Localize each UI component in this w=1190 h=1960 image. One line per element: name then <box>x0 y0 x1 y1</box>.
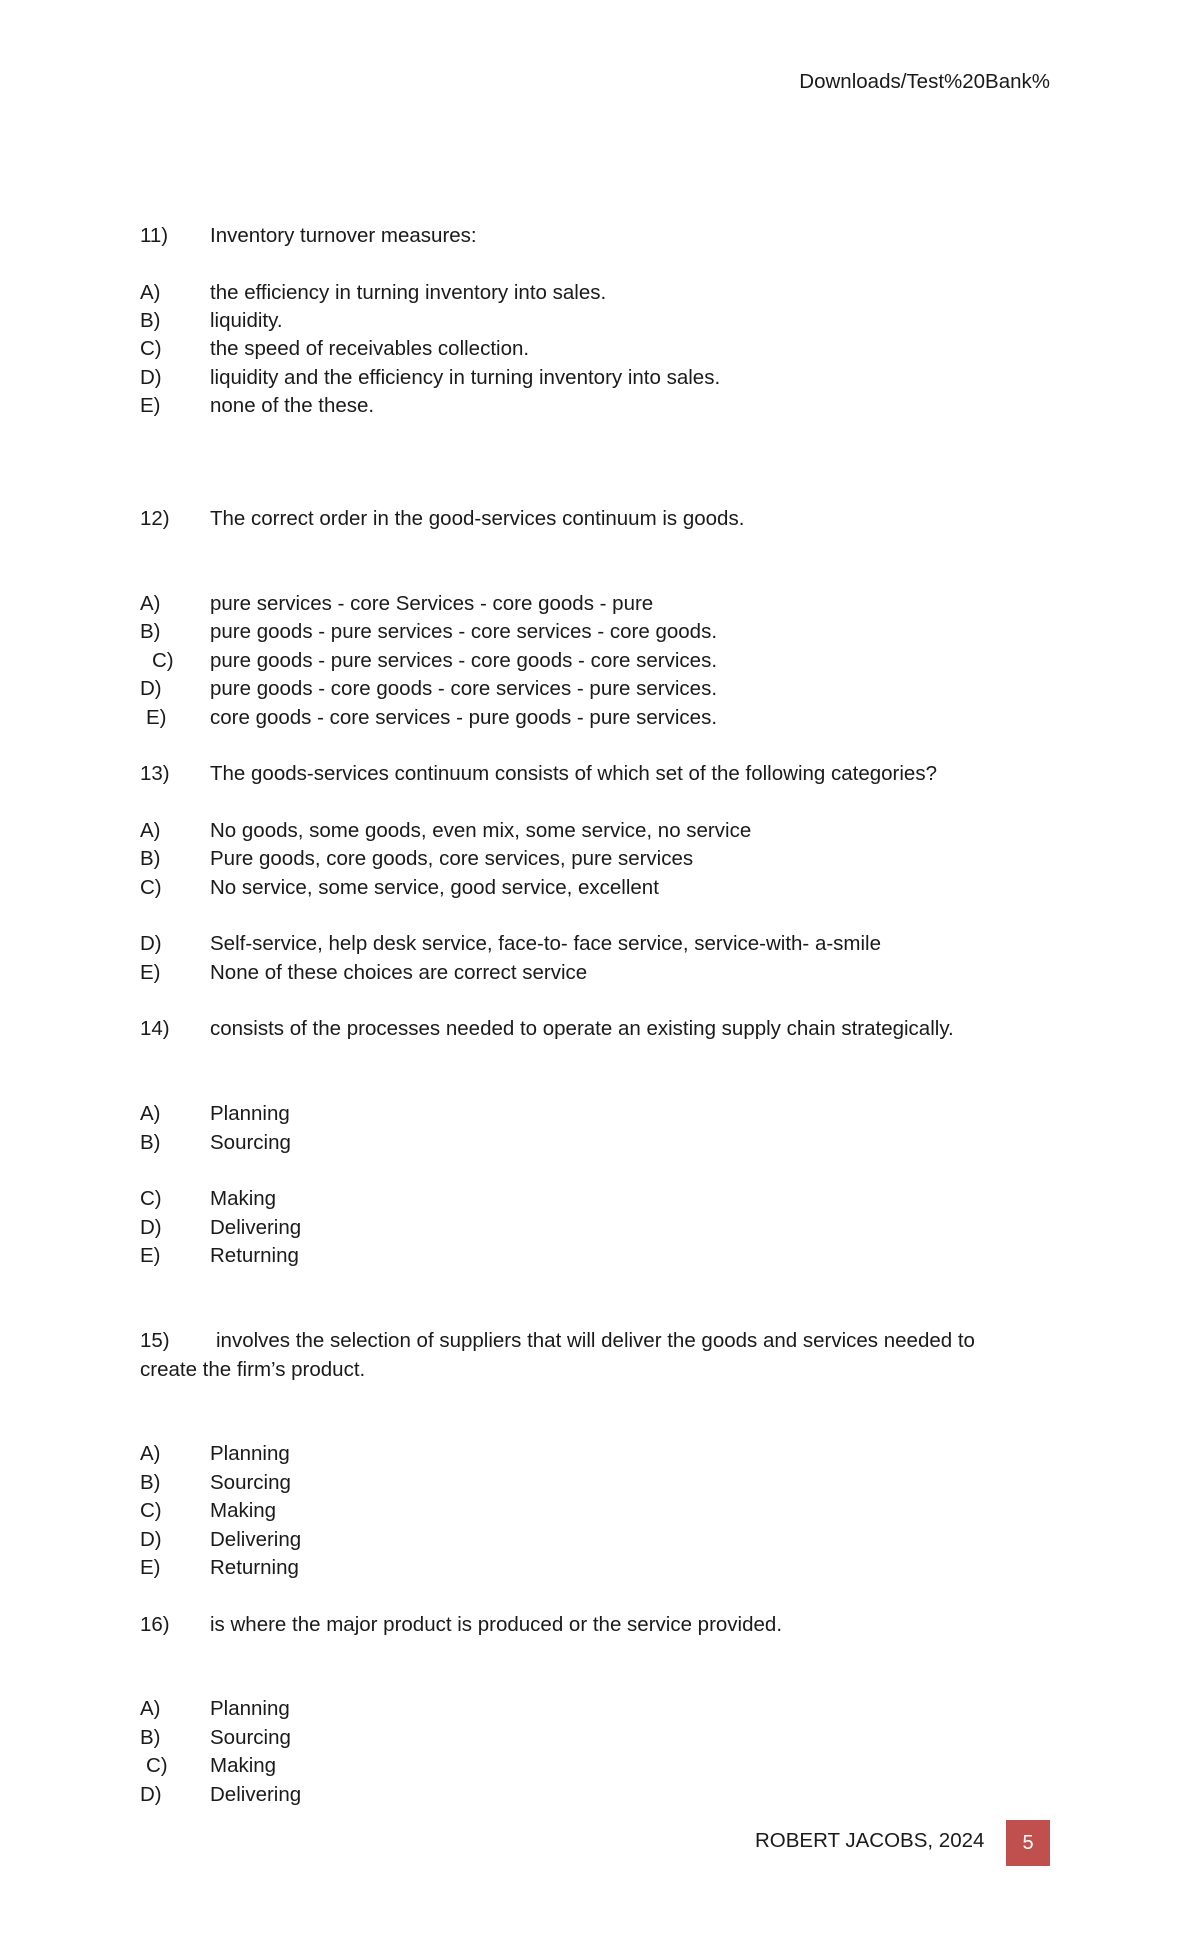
option-text: Pure goods, core goods, core services, pure services <box>210 847 694 870</box>
option-text: liquidity and the efficiency in turning inventory into sales. <box>210 366 721 389</box>
question-number: 15) <box>140 1329 170 1352</box>
option-text: pure goods - pure services - core services - core goods. <box>210 620 718 643</box>
option-text: Planning <box>210 1102 290 1125</box>
option-text: pure services - core Services - core goods - pure <box>210 592 654 615</box>
option-text: pure goods - pure services - core goods - core services. <box>210 649 718 672</box>
option-text: liquidity. <box>210 309 283 332</box>
option-label: C) <box>146 1754 168 1777</box>
option-label: D) <box>140 932 162 955</box>
option-text: Delivering <box>210 1528 302 1551</box>
question-text: The correct order in the good-services continuum is goods. <box>210 507 745 530</box>
option-text: pure goods - core goods - core services - pure services. <box>210 677 718 700</box>
option-label: E) <box>140 1556 161 1579</box>
option-label: E) <box>140 394 161 417</box>
option-text: None of these choices are correct service <box>210 961 588 984</box>
option-label: A) <box>140 1697 161 1720</box>
question-number: 13) <box>140 762 170 785</box>
option-text: Delivering <box>210 1783 302 1806</box>
question-number: 16) <box>140 1613 170 1636</box>
question-text: The goods-services continuum consists of which set of the following categories? <box>210 762 937 785</box>
option-label: A) <box>140 281 161 304</box>
question-number: 12) <box>140 507 170 530</box>
option-label: C) <box>140 337 162 360</box>
option-text: Planning <box>210 1442 290 1465</box>
option-label: A) <box>140 819 161 842</box>
option-text: the speed of receivables collection. <box>210 337 530 360</box>
option-label: D) <box>140 677 162 700</box>
question-text: consists of the processes needed to operate an existing supply chain strategically. <box>210 1017 954 1040</box>
question-text-line1: involves the selection of suppliers that will deliver the goods and services needed to <box>216 1329 975 1352</box>
option-label: D) <box>140 1216 162 1239</box>
option-text: the efficiency in turning inventory into sales. <box>210 281 607 304</box>
option-text: No goods, some goods, even mix, some service, no service <box>210 819 752 842</box>
option-label: E) <box>140 1244 161 1267</box>
option-label: D) <box>140 1528 162 1551</box>
document-path-header: Downloads/Test%20Bank% <box>799 70 1050 93</box>
option-label: C) <box>140 876 162 899</box>
option-label: B) <box>140 1471 161 1494</box>
option-label: C) <box>152 649 174 672</box>
option-label: B) <box>140 1726 161 1749</box>
option-text: none of the these. <box>210 394 375 417</box>
question-text: is where the major product is produced or the service provided. <box>210 1613 783 1636</box>
option-label: E) <box>146 706 167 729</box>
option-text: Sourcing <box>210 1131 291 1154</box>
option-text: Returning <box>210 1556 299 1579</box>
page-number-badge: 5 <box>1006 1820 1050 1866</box>
question-text: Inventory turnover measures: <box>210 224 477 247</box>
question-text-line2: create the firm’s product. <box>140 1358 366 1381</box>
question-number: 14) <box>140 1017 170 1040</box>
option-label: C) <box>140 1187 162 1210</box>
option-text: Planning <box>210 1697 290 1720</box>
option-text: Returning <box>210 1244 299 1267</box>
option-label: B) <box>140 847 161 870</box>
option-label: B) <box>140 309 161 332</box>
option-text: Making <box>210 1754 277 1777</box>
option-label: A) <box>140 1442 161 1465</box>
option-text: Self-service, help desk service, face-to- face service, service-with- a-smile <box>210 932 882 955</box>
option-text: Making <box>210 1499 277 1522</box>
option-label: D) <box>140 366 162 389</box>
option-label: A) <box>140 1102 161 1125</box>
option-text: Delivering <box>210 1216 302 1239</box>
footer-author: ROBERT JACOBS, 2024 <box>755 1829 985 1852</box>
option-text: Sourcing <box>210 1471 291 1494</box>
option-label: A) <box>140 592 161 615</box>
option-label: B) <box>140 1131 161 1154</box>
option-text: Making <box>210 1187 277 1210</box>
option-label: E) <box>140 961 161 984</box>
option-label: D) <box>140 1783 162 1806</box>
option-text: core goods - core services - pure goods - pure services. <box>210 706 718 729</box>
option-text: Sourcing <box>210 1726 291 1749</box>
option-label: B) <box>140 620 161 643</box>
question-number: 11) <box>140 224 169 247</box>
option-label: C) <box>140 1499 162 1522</box>
option-text: No service, some service, good service, excellent <box>210 876 659 899</box>
